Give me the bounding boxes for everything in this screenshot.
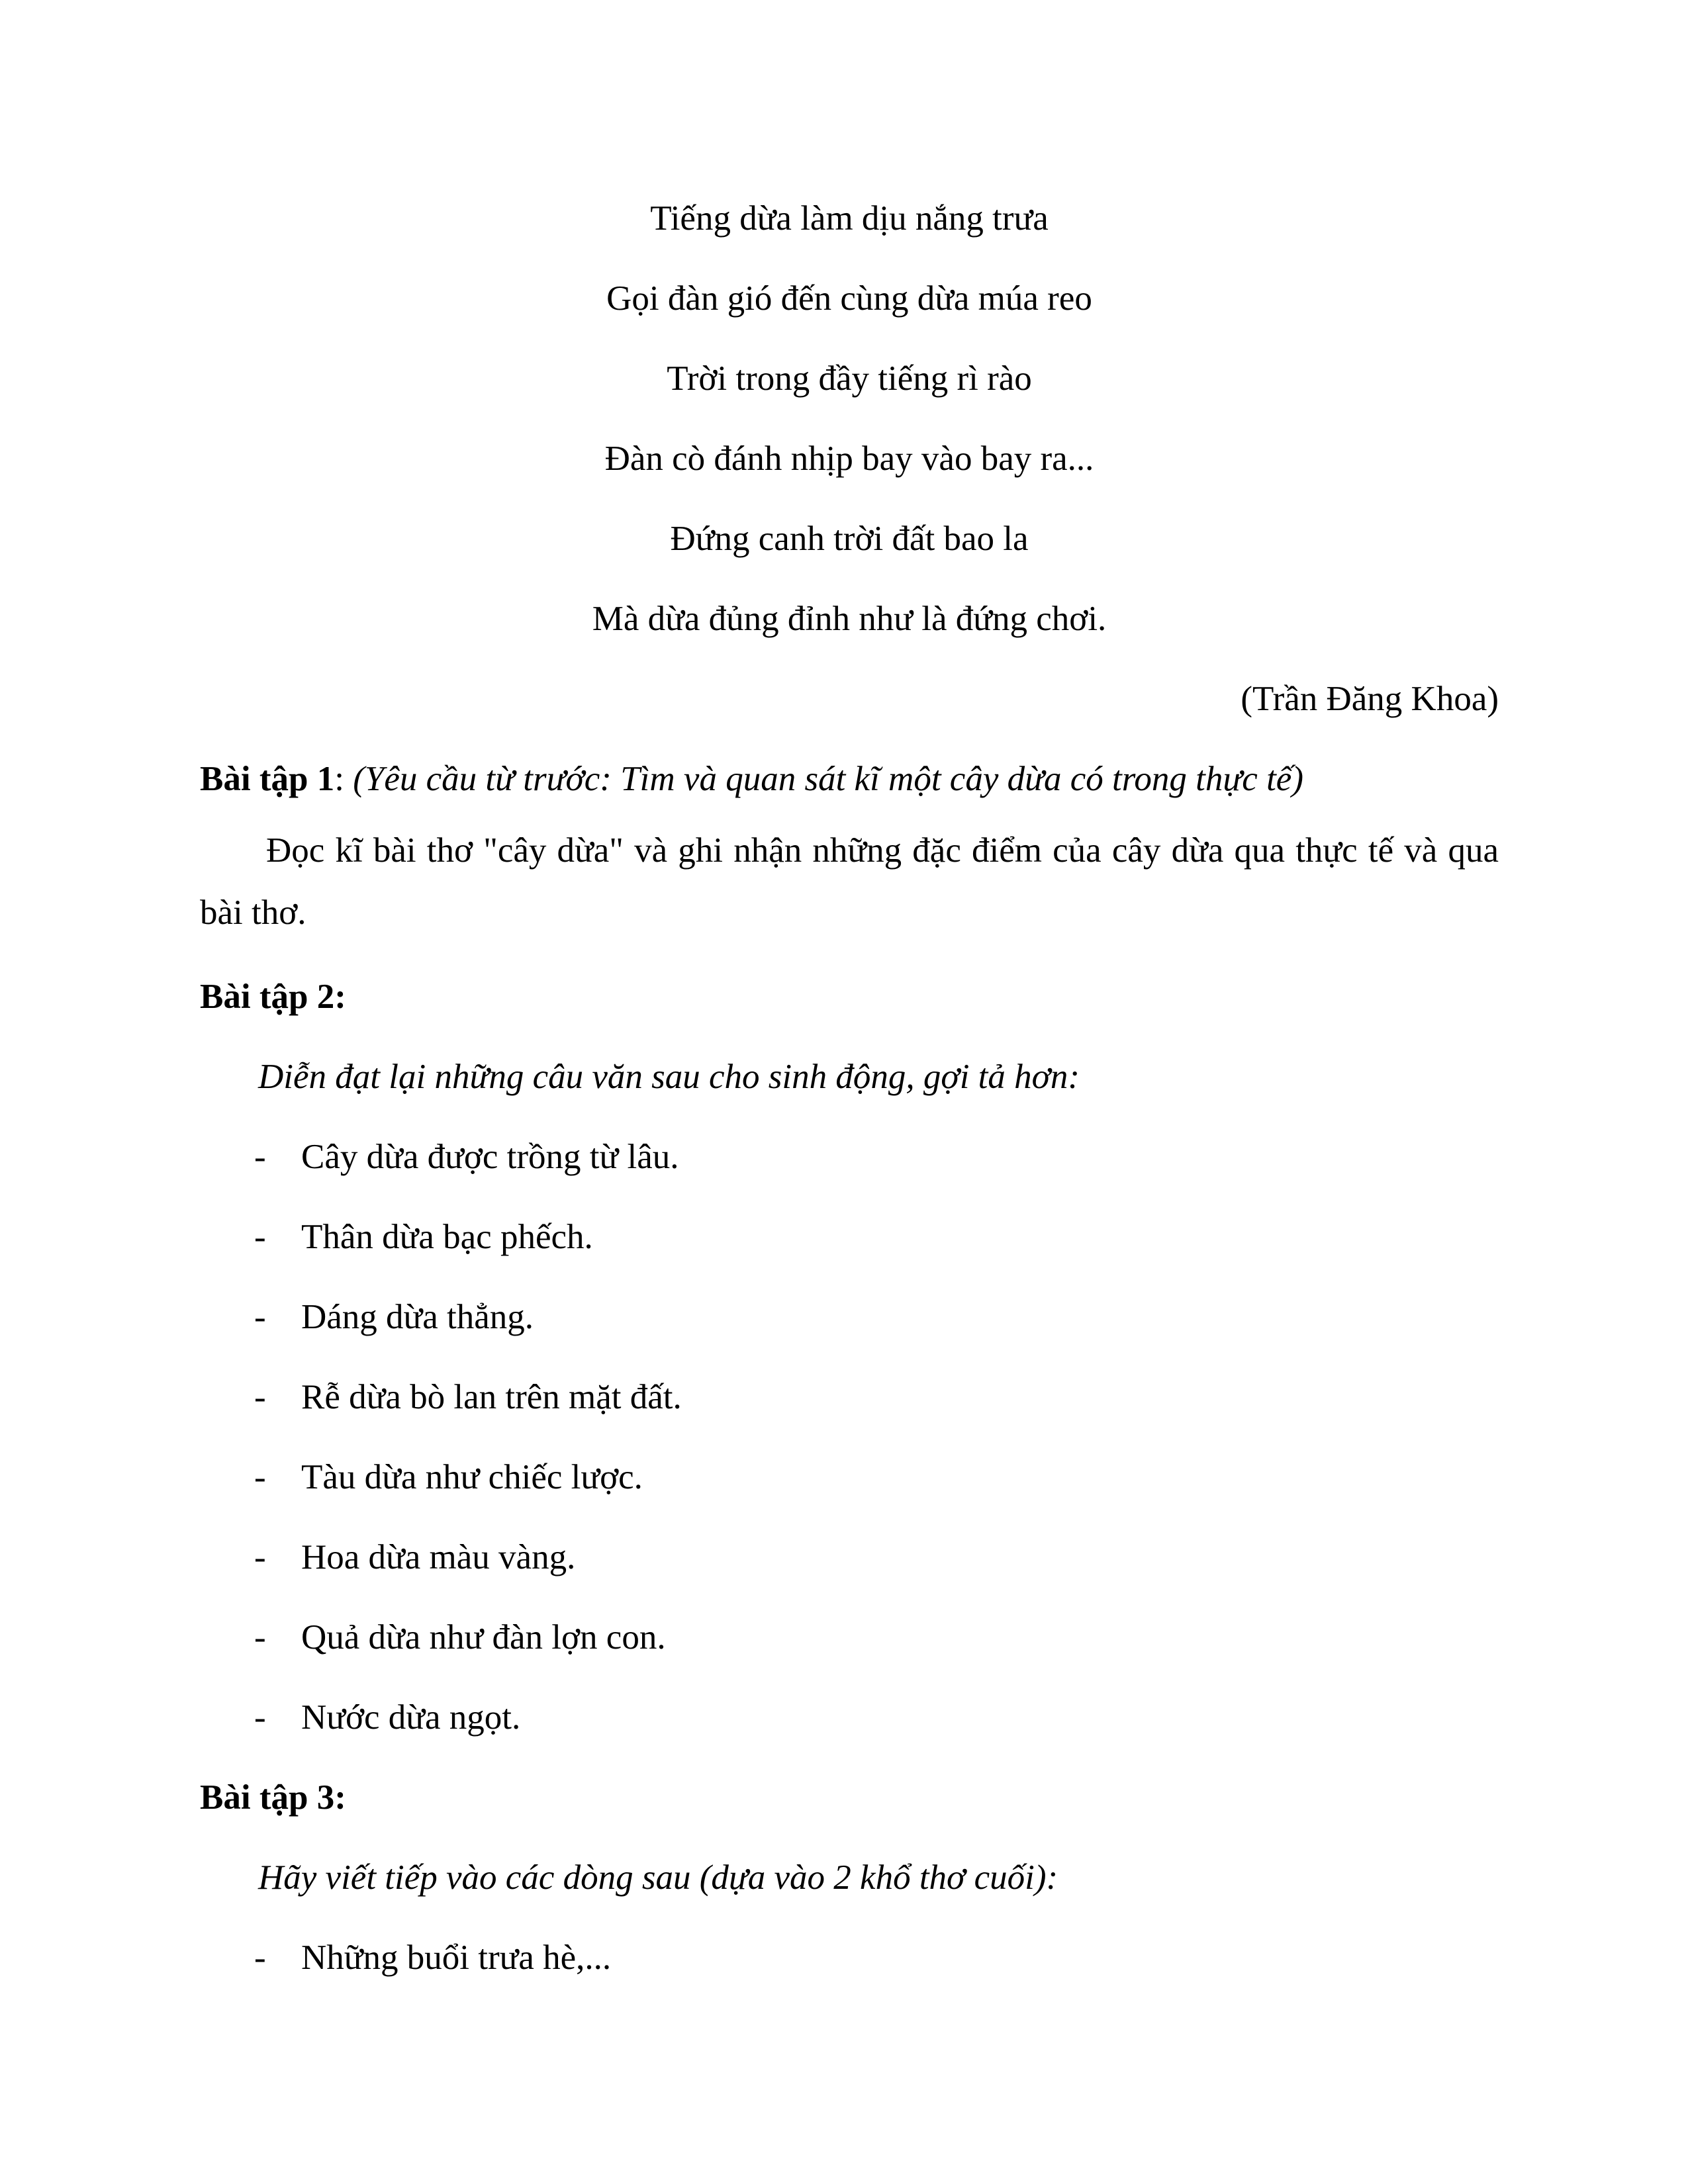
exercise1-title: Bài tập 1: [200, 760, 335, 798]
poem-line: Mà dừa đủng đỉnh như là đứng chơi.: [592, 600, 1107, 638]
list-item-text: Những buổi trưa hè,...: [301, 1938, 612, 1977]
exercise1-body: Đọc kĩ bài thơ "cây dừa" và ghi nhận những đặc điểm của cây dừa qua thực tế và qua bài thơ.: [200, 831, 1499, 932]
dash-bullet-icon: -: [254, 1938, 266, 1977]
list-item-text: Rễ dừa bò lan trên mặt đất.: [301, 1378, 682, 1416]
list-item-text: Dáng dừa thẳng.: [301, 1298, 534, 1336]
list-item: [200, 1918, 1499, 1998]
exercise3-instruction: Hãy viết tiếp vào các dòng sau (dựa vào 2 khổ thơ cuối):: [258, 1858, 1058, 1897]
exercise2-heading: Bài tập 2:: [200, 978, 346, 1016]
poem-line: Trời trong đầy tiếng rì rào: [667, 359, 1032, 398]
list-item: [200, 1197, 1499, 1277]
list-item-text: Quả dừa như đàn lợn con.: [301, 1618, 666, 1657]
exercise2-instruction: Diễn đạt lại những câu văn sau cho sinh động, gợi tả hơn:: [258, 1058, 1080, 1096]
dash-bullet-icon: -: [254, 1218, 266, 1256]
list-item: [200, 1277, 1499, 1357]
exercise2-list: [200, 1117, 1499, 1758]
list-item: [200, 1518, 1499, 1598]
exercise3-list: [200, 1918, 1499, 1998]
exercise3-heading: Bài tập 3:: [200, 1778, 346, 1817]
poem-author: (Trần Đăng Khoa): [1241, 680, 1499, 718]
list-item: [200, 1678, 1499, 1758]
exercise1-heading: [200, 739, 1499, 819]
poem-line: Gọi đàn gió đến cùng dừa múa reo: [606, 279, 1092, 318]
poem-line: Đứng canh trời đất bao la: [670, 520, 1029, 558]
dash-bullet-icon: -: [254, 1378, 266, 1416]
dash-bullet-icon: -: [254, 1138, 266, 1176]
dash-bullet-icon: -: [254, 1618, 266, 1657]
dash-bullet-icon: -: [254, 1538, 266, 1576]
list-item: [200, 1117, 1499, 1197]
dash-bullet-icon: -: [254, 1298, 266, 1336]
list-item-text: Nước dừa ngọt.: [301, 1698, 521, 1737]
list-item: [200, 1437, 1499, 1518]
dash-bullet-icon: -: [254, 1458, 266, 1496]
exercise1-note: (Yêu cầu từ trước: Tìm và quan sát kĩ một cây dừa có trong thực tế): [353, 760, 1303, 798]
poem-line: Tiếng dừa làm dịu nắng trưa: [650, 199, 1049, 238]
list-item-text: Hoa dừa màu vàng.: [301, 1538, 576, 1576]
dash-bullet-icon: -: [254, 1698, 266, 1737]
list-item: [200, 1598, 1499, 1678]
list-item-text: Thân dừa bạc phếch.: [301, 1218, 593, 1256]
poem-line: Đàn cò đánh nhịp bay vào bay ra...: [604, 439, 1094, 478]
poem: [200, 179, 1499, 659]
list-item: [200, 1357, 1499, 1437]
list-item-text: Cây dừa được trồng từ lâu.: [301, 1138, 679, 1176]
exercise1-separator: :: [334, 760, 353, 798]
list-item-text: Tàu dừa như chiếc lược.: [301, 1458, 643, 1496]
